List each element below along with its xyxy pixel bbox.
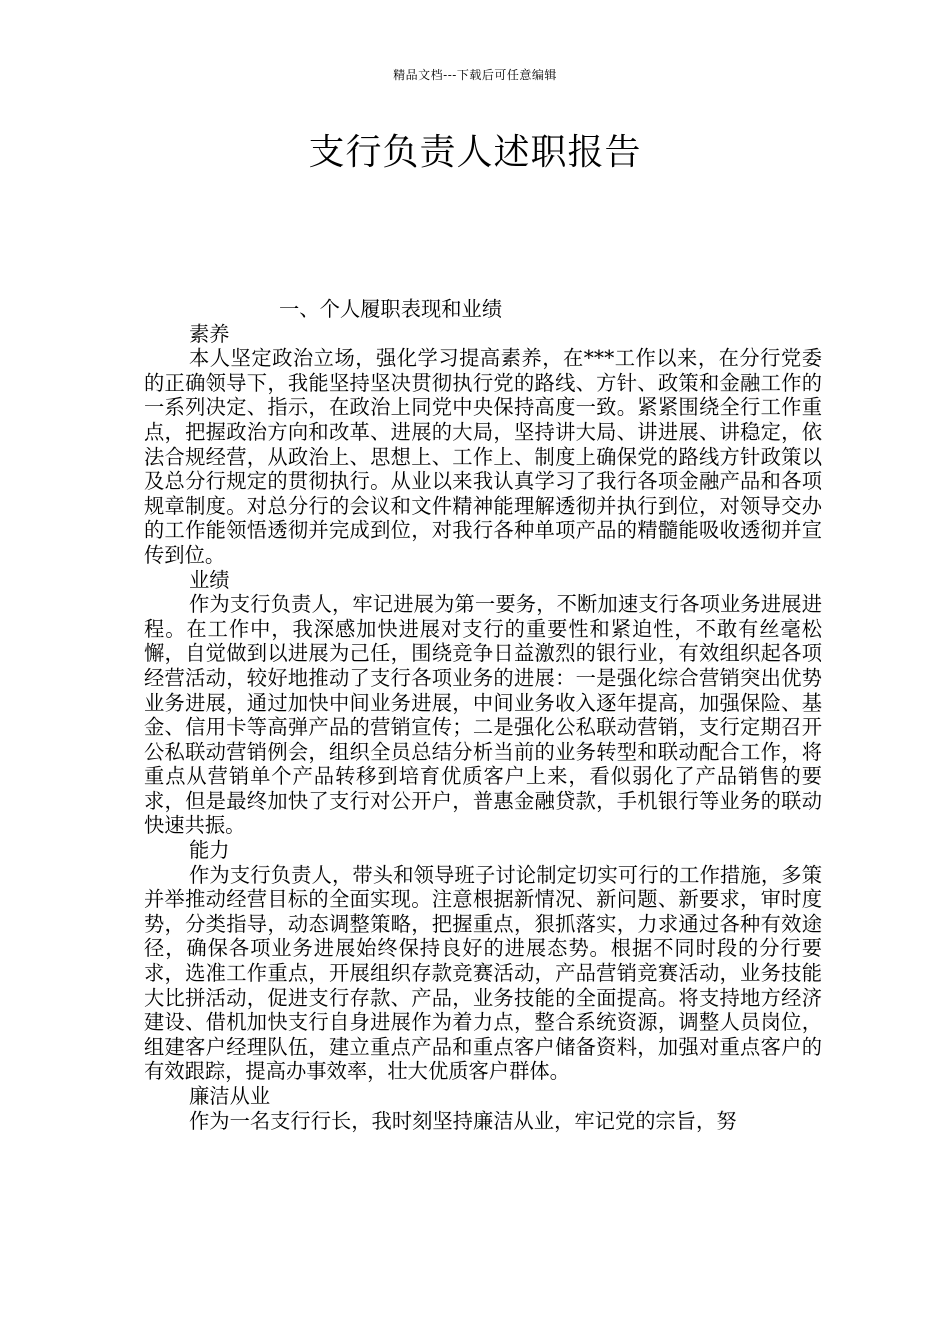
subsection-paragraph-suyang: 本人坚定政治立场，强化学习提高素养，在***工作以来，在分行党委的正确领导下，我能坚持坚决贯彻执行党的路线、方针、政策和金融工作的一系列决定、指示，在政治上同党中央保持高度一致。紧紧围绕全行工作重点，把握政治方向和改革、进展的大局，坚持讲大局、讲进展、讲稳定，依法合规经营，从政治上、思想上、工作上、制度上确保党的路线方针政策以及总分行规定的贯彻执行。从业以来我认真学习了我行各项金融产品和各项规章制度。对总分行的会议和文件精神能理解透彻并执行到位，对领导交办的工作能领悟透彻并完成到位，对我行各种单项产品的精髓能吸收透彻并宣传到位。 [144,346,822,567]
document-body [144,297,822,1133]
subsection-heading-lianjie: 廉洁从业 [189,1084,271,1108]
section-heading: 一、个人履职表现和业绩 [279,297,503,321]
subsection-paragraph-lianjie: 作为一名支行行长，我时刻坚持廉洁从业，牢记党的宗旨，努 [189,1108,737,1133]
header-note: 精品文档---下载后可任意编辑 [393,68,557,82]
subsection-heading-suyang: 素养 [189,321,230,346]
subsection-heading-yeji: 业绩 [189,567,230,592]
page-title: 支行负责人述职报告 [308,132,642,173]
subsection-paragraph-nengli: 作为支行负责人，带头和领导班子讨论制定切实可行的工作措施，多策并举推动经营目标的全面实现。注意根据新情况、新问题、新要求，审时度势，分类指导，动态调整策略，把握重点，狠抓落实，力求通过各种有效途径，确保各项业务进展始终保持良好的进展态势。根据不同时段的分行要求，选准工作重点，开展组织存款竞赛活动，产品营销竞赛活动，业务技能大比拼活动，促进支行存款、产品，业务技能的全面提高。将支持地方经济建设、借机加快支行自身进展作为着力点，整合系统资源，调整人员岗位，组建客户经理队伍，建立重点产品和重点客户储备资料，加强对重点客户的有效跟踪，提高办事效率，壮大优质客户群体。 [144,862,822,1084]
subsection-heading-nengli: 能力 [189,838,230,863]
subsection-paragraph-yeji: 作为支行负责人，牢记进展为第一要务，不断加速支行各项业务进展进程。在工作中，我深感加快进展对支行的重要性和紧迫性，不敢有丝毫松懈，自觉做到以进展为己任，围绕竞争日益激烈的银行业，有效组织起各项经营活动，较好地推动了支行各项业务的进展：一是强化综合营销突出优势业务进展，通过加快中间业务进展，中间业务收入逐年提高，加强保险、基金、信用卡等高弹产品的营销宣传；二是强化公私联动营销，支行定期召开公私联动营销例会，组织全员总结分析当前的业务转型和联动配合工作，将重点从营销单个产品转移到培育优质客户上来，看似弱化了产品销售的要求，但是最终加快了支行对公开户，普惠金融贷款，手机银行等业务的联动快速共振。 [144,592,822,838]
